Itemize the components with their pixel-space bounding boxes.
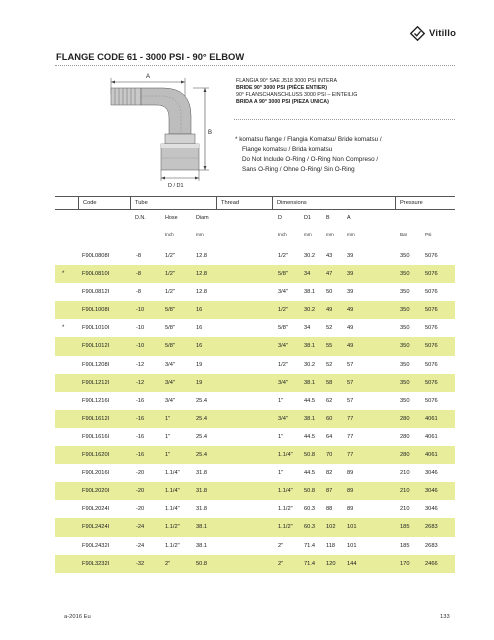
note-line: Do Not Include O-Ring / O-Ring Non Compreso / (242, 156, 379, 164)
cell-d: 1/2" (278, 307, 288, 314)
cell-d1: 50.8 (304, 452, 316, 459)
cell-d1: 44.5 (304, 433, 316, 440)
unit-hose: Inch (165, 232, 174, 237)
cell-code: F90L1010I (82, 325, 110, 332)
cell-code: F90L2016I (82, 470, 110, 477)
table-row (55, 374, 455, 392)
cell-d1: 44.5 (304, 470, 316, 477)
cell-diam: 16 (196, 325, 203, 332)
cell-b: 87 (326, 488, 333, 495)
cell-d1: 30.2 (304, 361, 316, 368)
cell-d1: 71.4 (304, 542, 316, 549)
cell-a: 77 (347, 415, 354, 422)
cell-dn: -32 (136, 560, 145, 567)
cell-bar: 210 (400, 506, 410, 513)
cell-hose: 1.1/4" (165, 470, 180, 477)
cell-hose: 1/2" (165, 289, 175, 296)
cell-a: 77 (347, 433, 354, 440)
table-row (55, 283, 455, 301)
cell-code: F90L1616I (82, 433, 110, 440)
cell-b: 58 (326, 379, 333, 386)
cell-b: 50 (326, 289, 333, 296)
cell-diam: 31.8 (196, 488, 208, 495)
cell-code: F90L1216I (82, 397, 110, 404)
komatsu-marker: * (62, 325, 65, 332)
cell-bar: 210 (400, 488, 410, 495)
cell-d: 5/8" (278, 271, 288, 278)
table-row (55, 555, 455, 573)
cell-psi: 5076 (425, 253, 438, 259)
cell-d1: 34 (304, 325, 311, 332)
cell-hose: 5/8" (165, 325, 175, 332)
cell-code: F90L1212I (82, 379, 110, 386)
cell-dn: -24 (136, 542, 145, 549)
cell-d: 3/4" (278, 343, 288, 350)
cell-d1: 38.1 (304, 289, 316, 296)
cell-d1: 71.4 (304, 560, 316, 567)
cell-b: 60 (326, 415, 333, 422)
table-row (55, 319, 455, 337)
description-line: BRIDE 90° 3000 PSI (PIÈCE ENTIER) (236, 85, 328, 92)
cell-dn: -20 (136, 488, 145, 495)
cell-dn: -16 (136, 415, 145, 422)
cell-b: 55 (326, 343, 333, 350)
cell-bar: 350 (400, 361, 410, 368)
cell-bar: 350 (400, 397, 410, 404)
cell-dn: -8 (136, 289, 142, 296)
table-row (55, 428, 455, 446)
cell-hose: 3/4" (165, 379, 175, 386)
cell-a: 57 (347, 361, 354, 368)
cell-a: 39 (347, 253, 354, 259)
cell-dn: -12 (136, 379, 145, 386)
cell-a: 89 (347, 488, 354, 495)
cell-bar: 350 (400, 325, 410, 332)
cell-d1: 34 (304, 271, 311, 278)
cell-b: 118 (326, 542, 336, 549)
cell-code: F90L0808I (82, 253, 110, 259)
cell-hose: 2" (165, 560, 171, 567)
cell-d1: 60.3 (304, 524, 316, 531)
table-row (55, 247, 455, 265)
cell-code: F90L2424I (82, 524, 110, 531)
cell-dn: -8 (136, 271, 142, 278)
unit-bar: Bar (400, 232, 408, 237)
cell-code: F90L1612I (82, 415, 110, 422)
cell-dn: -8 (136, 253, 142, 259)
cell-psi: 4061 (425, 452, 438, 459)
cell-d1: 38.1 (304, 343, 316, 350)
cell-psi: 2466 (425, 560, 438, 567)
cell-diam: 25.4 (196, 452, 208, 459)
cell-dn: -16 (136, 397, 145, 404)
cell-bar: 350 (400, 379, 410, 386)
cell-dn: -10 (136, 325, 145, 332)
subheader-d: D (278, 215, 282, 221)
unit-b: mm (326, 232, 334, 237)
cell-bar: 210 (400, 470, 410, 477)
table-row (55, 446, 455, 464)
cell-a: 89 (347, 506, 354, 513)
cell-psi: 3046 (425, 506, 438, 513)
cell-code: F90L2024I (82, 506, 110, 513)
cell-bar: 185 (400, 542, 410, 549)
cell-dn: -16 (136, 433, 145, 440)
cell-bar: 350 (400, 307, 410, 314)
cell-bar: 280 (400, 433, 410, 440)
cell-psi: 5076 (425, 397, 438, 404)
table-row (55, 464, 455, 482)
cell-d: 3/4" (278, 415, 288, 422)
cell-d: 1" (278, 397, 284, 404)
cell-b: 64 (326, 433, 333, 440)
cell-psi: 4061 (425, 415, 438, 422)
cell-d1: 50.8 (304, 488, 316, 495)
cell-a: 49 (347, 325, 354, 332)
cell-d1: 38.1 (304, 415, 316, 422)
cell-dn: -10 (136, 307, 145, 314)
cell-psi: 5076 (425, 343, 438, 350)
cell-diam: 38.1 (196, 542, 208, 549)
cell-diam: 12.8 (196, 271, 208, 278)
cell-b: 43 (326, 253, 333, 259)
cell-b: 52 (326, 361, 333, 368)
cell-a: 39 (347, 289, 354, 296)
cell-hose: 1" (165, 415, 171, 422)
cell-b: 52 (326, 325, 333, 332)
note-line: Sans O-Ring / Ohne O-Ring/ Sin O-Ring (242, 166, 355, 174)
cell-d: 1/2" (278, 253, 288, 259)
header-pressure: Pressure (395, 197, 455, 209)
cell-code: F90L2020I (82, 488, 110, 495)
dimension-b-label: B (208, 130, 213, 136)
page-number: 133 (440, 614, 450, 620)
product-description (236, 78, 456, 106)
cell-psi: 5076 (425, 361, 438, 368)
cell-d: 3/4" (278, 379, 288, 386)
cell-d1: 30.2 (304, 307, 316, 314)
note-line: * komatsu flange / Flangia Komatsu/ Bride komatsu / (235, 136, 382, 143)
cell-bar: 350 (400, 343, 410, 350)
cell-hose: 1.1/2" (165, 524, 180, 531)
cell-d: 1" (278, 470, 284, 477)
cell-diam: 19 (196, 361, 203, 368)
table-header (55, 196, 455, 210)
dimension-a-label: A (146, 74, 151, 80)
cell-b: 70 (326, 452, 333, 459)
cell-psi: 5076 (425, 307, 438, 314)
cell-d: 1/2" (278, 361, 288, 368)
cell-hose: 1.1/4" (165, 506, 180, 513)
header-tube: Tube (130, 197, 216, 209)
note-line: Flange komatsu / Brida komatsu (242, 146, 333, 154)
header-dimensions: Dimensions (272, 197, 395, 209)
cell-psi: 4061 (425, 433, 438, 440)
cell-code: F90L1012I (82, 343, 110, 350)
cell-d: 1" (278, 433, 284, 440)
cell-diam: 50.8 (196, 560, 208, 567)
cell-hose: 1" (165, 433, 171, 440)
cell-psi: 5076 (425, 379, 438, 386)
unit-psi: Psi (425, 232, 432, 237)
table-row (55, 410, 455, 428)
cell-diam: 25.4 (196, 433, 208, 440)
subheader-d1: D1 (304, 215, 311, 221)
cell-d: 1.1/4" (278, 488, 293, 495)
cell-d1: 38.1 (304, 379, 316, 386)
header-thread: Thread (216, 197, 272, 209)
cell-dn: -24 (136, 524, 145, 531)
cell-bar: 280 (400, 452, 410, 459)
cell-d: 1.1/4" (278, 452, 293, 459)
cell-psi: 2683 (425, 542, 438, 549)
cell-diam: 25.4 (196, 415, 208, 422)
cell-b: 120 (326, 560, 336, 567)
elbow-fitting-drawing (105, 74, 225, 192)
cell-psi: 5076 (425, 325, 438, 332)
cell-b: 47 (326, 271, 333, 278)
cell-diam: 12.8 (196, 289, 208, 296)
cell-a: 89 (347, 470, 354, 477)
unit-a: mm (347, 232, 355, 237)
cell-psi: 3046 (425, 470, 438, 477)
table-body (55, 247, 455, 573)
cell-hose: 1/2" (165, 253, 175, 259)
subheader-b: B (326, 215, 330, 221)
header-code: Code (78, 197, 130, 209)
cell-d: 1.1/2" (278, 524, 293, 531)
cell-psi: 5076 (425, 271, 438, 278)
cell-a: 101 (347, 524, 357, 531)
cell-hose: 1/2" (165, 271, 175, 278)
table-row (55, 500, 455, 518)
komatsu-marker: * (62, 271, 65, 278)
cell-a: 49 (347, 343, 354, 350)
brand-name: Vitillo (429, 27, 457, 39)
cell-code: F90L1620I (82, 452, 110, 459)
cell-code: F90L1008I (82, 307, 110, 314)
cell-diam: 12.8 (196, 253, 208, 259)
cell-bar: 350 (400, 271, 410, 278)
table-row (55, 482, 455, 500)
cell-code: F90L2432I (82, 542, 110, 549)
cell-dn: -20 (136, 506, 145, 513)
table-row (55, 518, 455, 536)
cell-b: 88 (326, 506, 333, 513)
cell-a: 39 (347, 271, 354, 278)
cell-hose: 5/8" (165, 307, 175, 314)
unit-d1: mm (304, 232, 312, 237)
specifications-table (55, 196, 455, 573)
cell-bar: 280 (400, 415, 410, 422)
cell-a: 77 (347, 452, 354, 459)
cell-psi: 5076 (425, 289, 438, 296)
cell-d1: 30.2 (304, 253, 316, 259)
cell-bar: 185 (400, 524, 410, 531)
dimension-d-label: D / D1 (168, 183, 184, 189)
cell-psi: 3046 (425, 488, 438, 495)
footer-edition: a-2016 Eu (64, 614, 91, 620)
cell-dn: -16 (136, 452, 145, 459)
cell-hose: 1.1/2" (165, 542, 180, 549)
cell-a: 49 (347, 307, 354, 314)
table-row (55, 301, 455, 319)
table-units (55, 229, 455, 247)
subheader-dn: D.N. (135, 215, 146, 221)
cell-psi: 2683 (425, 524, 438, 531)
cell-b: 82 (326, 470, 333, 477)
description-line: FLANGIA 90° SAE J518 3000 PSI INTERA (236, 78, 338, 84)
description-line: BRIDA A 90° 3000 PSI (PIEZA UNICA) (236, 99, 329, 106)
cell-diam: 31.8 (196, 506, 208, 513)
cell-d1: 60.3 (304, 506, 316, 513)
cell-hose: 1.1/4" (165, 488, 180, 495)
cell-hose: 3/4" (165, 397, 175, 404)
cell-diam: 19 (196, 379, 203, 386)
cell-dn: -20 (136, 470, 145, 477)
cell-d1: 44.5 (304, 397, 316, 404)
unit-d: Inch (278, 232, 287, 237)
cell-a: 57 (347, 379, 354, 386)
cell-bar: 350 (400, 253, 410, 259)
table-row (55, 537, 455, 555)
description-divider (234, 119, 455, 120)
cell-d: 1.1/2" (278, 506, 293, 513)
cell-hose: 3/4" (165, 361, 175, 368)
cell-d: 3/4" (278, 289, 288, 296)
description-line: 90° FLANSCHANSCHLUSS 3000 PSI – EINTEILIG (236, 92, 358, 99)
cell-diam: 38.1 (196, 524, 208, 531)
vitillo-diamond-logo-icon (410, 26, 425, 41)
table-row (55, 392, 455, 410)
cell-diam: 16 (196, 343, 203, 350)
cell-d: 5/8" (278, 325, 288, 332)
cell-b: 102 (326, 524, 336, 531)
cell-bar: 170 (400, 560, 410, 567)
cell-a: 57 (347, 397, 354, 404)
table-subheader (55, 210, 455, 229)
title-divider (55, 65, 455, 66)
cell-dn: -12 (136, 361, 145, 368)
cell-b: 49 (326, 307, 333, 314)
cell-a: 101 (347, 542, 357, 549)
cell-a: 144 (347, 560, 357, 567)
cell-diam: 25.4 (196, 397, 208, 404)
subheader-diam: Diam (196, 215, 209, 221)
cell-d: 2" (278, 542, 284, 549)
cell-diam: 16 (196, 307, 203, 314)
subheader-a: A (347, 215, 351, 221)
cell-code: F90L0810I (82, 271, 110, 278)
cell-hose: 5/8" (165, 343, 175, 350)
cell-code: F90L1208I (82, 361, 110, 368)
product-notes (235, 135, 455, 175)
subheader-hose: Hose (165, 215, 178, 221)
cell-code: F90L3232I (82, 560, 110, 567)
page-title: FLANGE CODE 61 - 3000 PSI - 90° ELBOW (56, 51, 245, 62)
cell-code: F90L0812I (82, 289, 110, 296)
unit-diam: mm (196, 232, 204, 237)
brand-logo (410, 25, 456, 41)
table-row (55, 356, 455, 374)
cell-diam: 31.8 (196, 470, 208, 477)
cell-b: 62 (326, 397, 333, 404)
table-row (55, 337, 455, 355)
cell-dn: -10 (136, 343, 145, 350)
table-row (55, 265, 455, 283)
cell-d: 2" (278, 560, 284, 567)
cell-bar: 350 (400, 289, 410, 296)
cell-hose: 1" (165, 452, 171, 459)
